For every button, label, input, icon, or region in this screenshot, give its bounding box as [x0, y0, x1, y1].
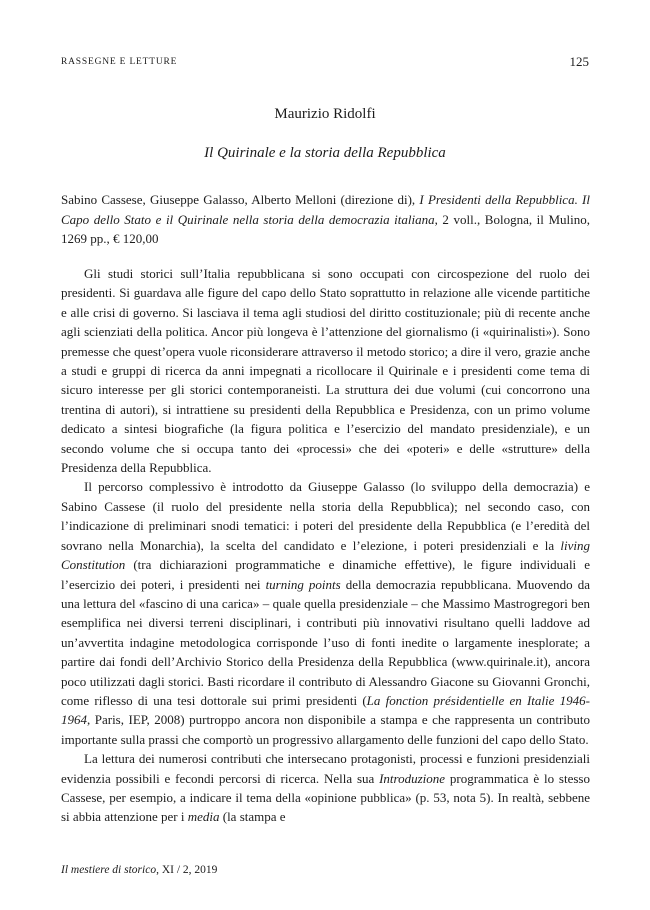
paragraph-2 — [61, 477, 590, 749]
italic-title: La fonction présidentielle en Italie 1946-1964 — [61, 692, 590, 728]
paragraph-1: Gli studi storici sull’Italia repubblicana si sono occupati con circospezione del ruolo dei presidenti. Si guardava alle figure del capo dello Stato soprattutto in relazione alle vicende partitiche e alle crisi di governo. Si lasciava il tema agli studiosi del diritto costituzionale; più di recente anche agli scienziati della politica. Ancor più longeva è l’attenzione del giornalismo (i «quirinalisti»). Sono premesse che quest’opera vuole riconsiderare attraverso il metodo storico; a dire il vero, grazie anche a studi e gruppi di ricerca da anni impegnati a ricollocare il Quirinale e i presidenti come tema di sicuro interesse per gli storici contemporaneisti. La struttura dei due volumi (cui concorrono una trentina di autori), si intrattiene su presidenti della Repubblica e Presidenza, con un primo volume dedicato a sintesi biografiche (la figura politica e l’esercizio del mandato presidenziale), e un secondo volume che si occupa tanto dei «processi» che dei «poteri» e delle «strutture» della Presidenza della Repubblica. — [61, 266, 590, 476]
paragraph-text: (la stampa e — [219, 809, 286, 825]
italic-title: Introduzione — [379, 770, 446, 786]
journal-issue: , XI / 2, 2019 — [156, 864, 218, 876]
paragraph-text: , Paris, IEP, 2008) purtroppo ancora non disponibile a stampa e che rappresenta un contributo importante sulla prassi che comportò un progressivo allargamento delle funzioni del capo dello Stato. — [61, 712, 590, 747]
article-body — [61, 264, 590, 827]
paragraph-3 — [61, 749, 590, 827]
paragraph-text: Il percorso complessivo è introdotto da Giuseppe Galasso (lo sviluppo della democrazia) e Sabino Cassese (il ruolo del presidente nella storia della Repubblica); nel secondo caso, con l’indicazione di preliminari snodi tematici: i poteri del presidente della Repubblica (e l’eredità del sovrano nella Monarchia), la scelta del candidato e l’elezione, i poteri presidenziali e la — [61, 479, 590, 553]
biblio-authors: Sabino Cassese, Giuseppe Galasso, Alberto Melloni (direzione di), — [61, 192, 420, 207]
italic-term: turning points — [265, 576, 341, 592]
paragraph-text: programmatica è lo stesso Cassese, per esempio, a indicare il tema della «opinione pubblica» (p. 53, nota 5). In realtà, sebbene si abbia attenzione per i — [61, 770, 590, 825]
page-footer — [61, 864, 217, 876]
article-author: Maurizio Ridolfi — [274, 106, 376, 122]
italic-term: living Constitution — [61, 537, 590, 573]
article-title: Il Quirinale e la storia della Repubblica — [204, 145, 446, 161]
paragraph-text: (tra dichiarazioni programmatiche e dinamiche effettive), le figure individuali e l’esercizio dei poteri, i presidenti nei — [61, 557, 590, 592]
paragraph-text: della democrazia repubblicana. Muovendo da una lettura del «fascino di una carica» – quale quella presidenziale – che Massimo Mastrogregori ben esemplifica nei diversi terreni disciplinari, i contributi più innovativi risultano quelli laddove ad un’avvertita indagine metodologica corrisponde l’uso di fonti inedite o largamente inesplorate; a partire dai fondi dell’Archivio Storico della Presidenza della Repubblica (www.quirinale.it), ancora poco utilizzati dagli storici. Basti ricordare il contributo di Alessandro Giacone su Giovanni Gronchi, come riflesso di una tesi dottorale sui primi presidenti ( — [61, 576, 590, 708]
running-head — [61, 54, 589, 73]
bibliographic-reference — [61, 190, 590, 249]
italic-term: media — [187, 809, 220, 825]
section-label: RASSEGNE E LETTURE — [61, 57, 178, 67]
biblio-details: , 2 voll., Bologna, il Mulino, 1269 pp., € 120,00 — [61, 211, 590, 246]
journal-name: Il mestiere di storico — [61, 864, 157, 876]
page-number: 125 — [569, 54, 589, 69]
paragraph-text: La lettura dei numerosi contributi che intersecano protagonisti, processi e funzioni presidenziali evidenzia possibili e fecondi percorsi di ricerca. Nella sua — [61, 751, 590, 786]
biblio-book-title: I Presidenti della Repubblica. Il Capo dello Stato e il Quirinale nella storia della democrazia italiana — [61, 192, 590, 227]
